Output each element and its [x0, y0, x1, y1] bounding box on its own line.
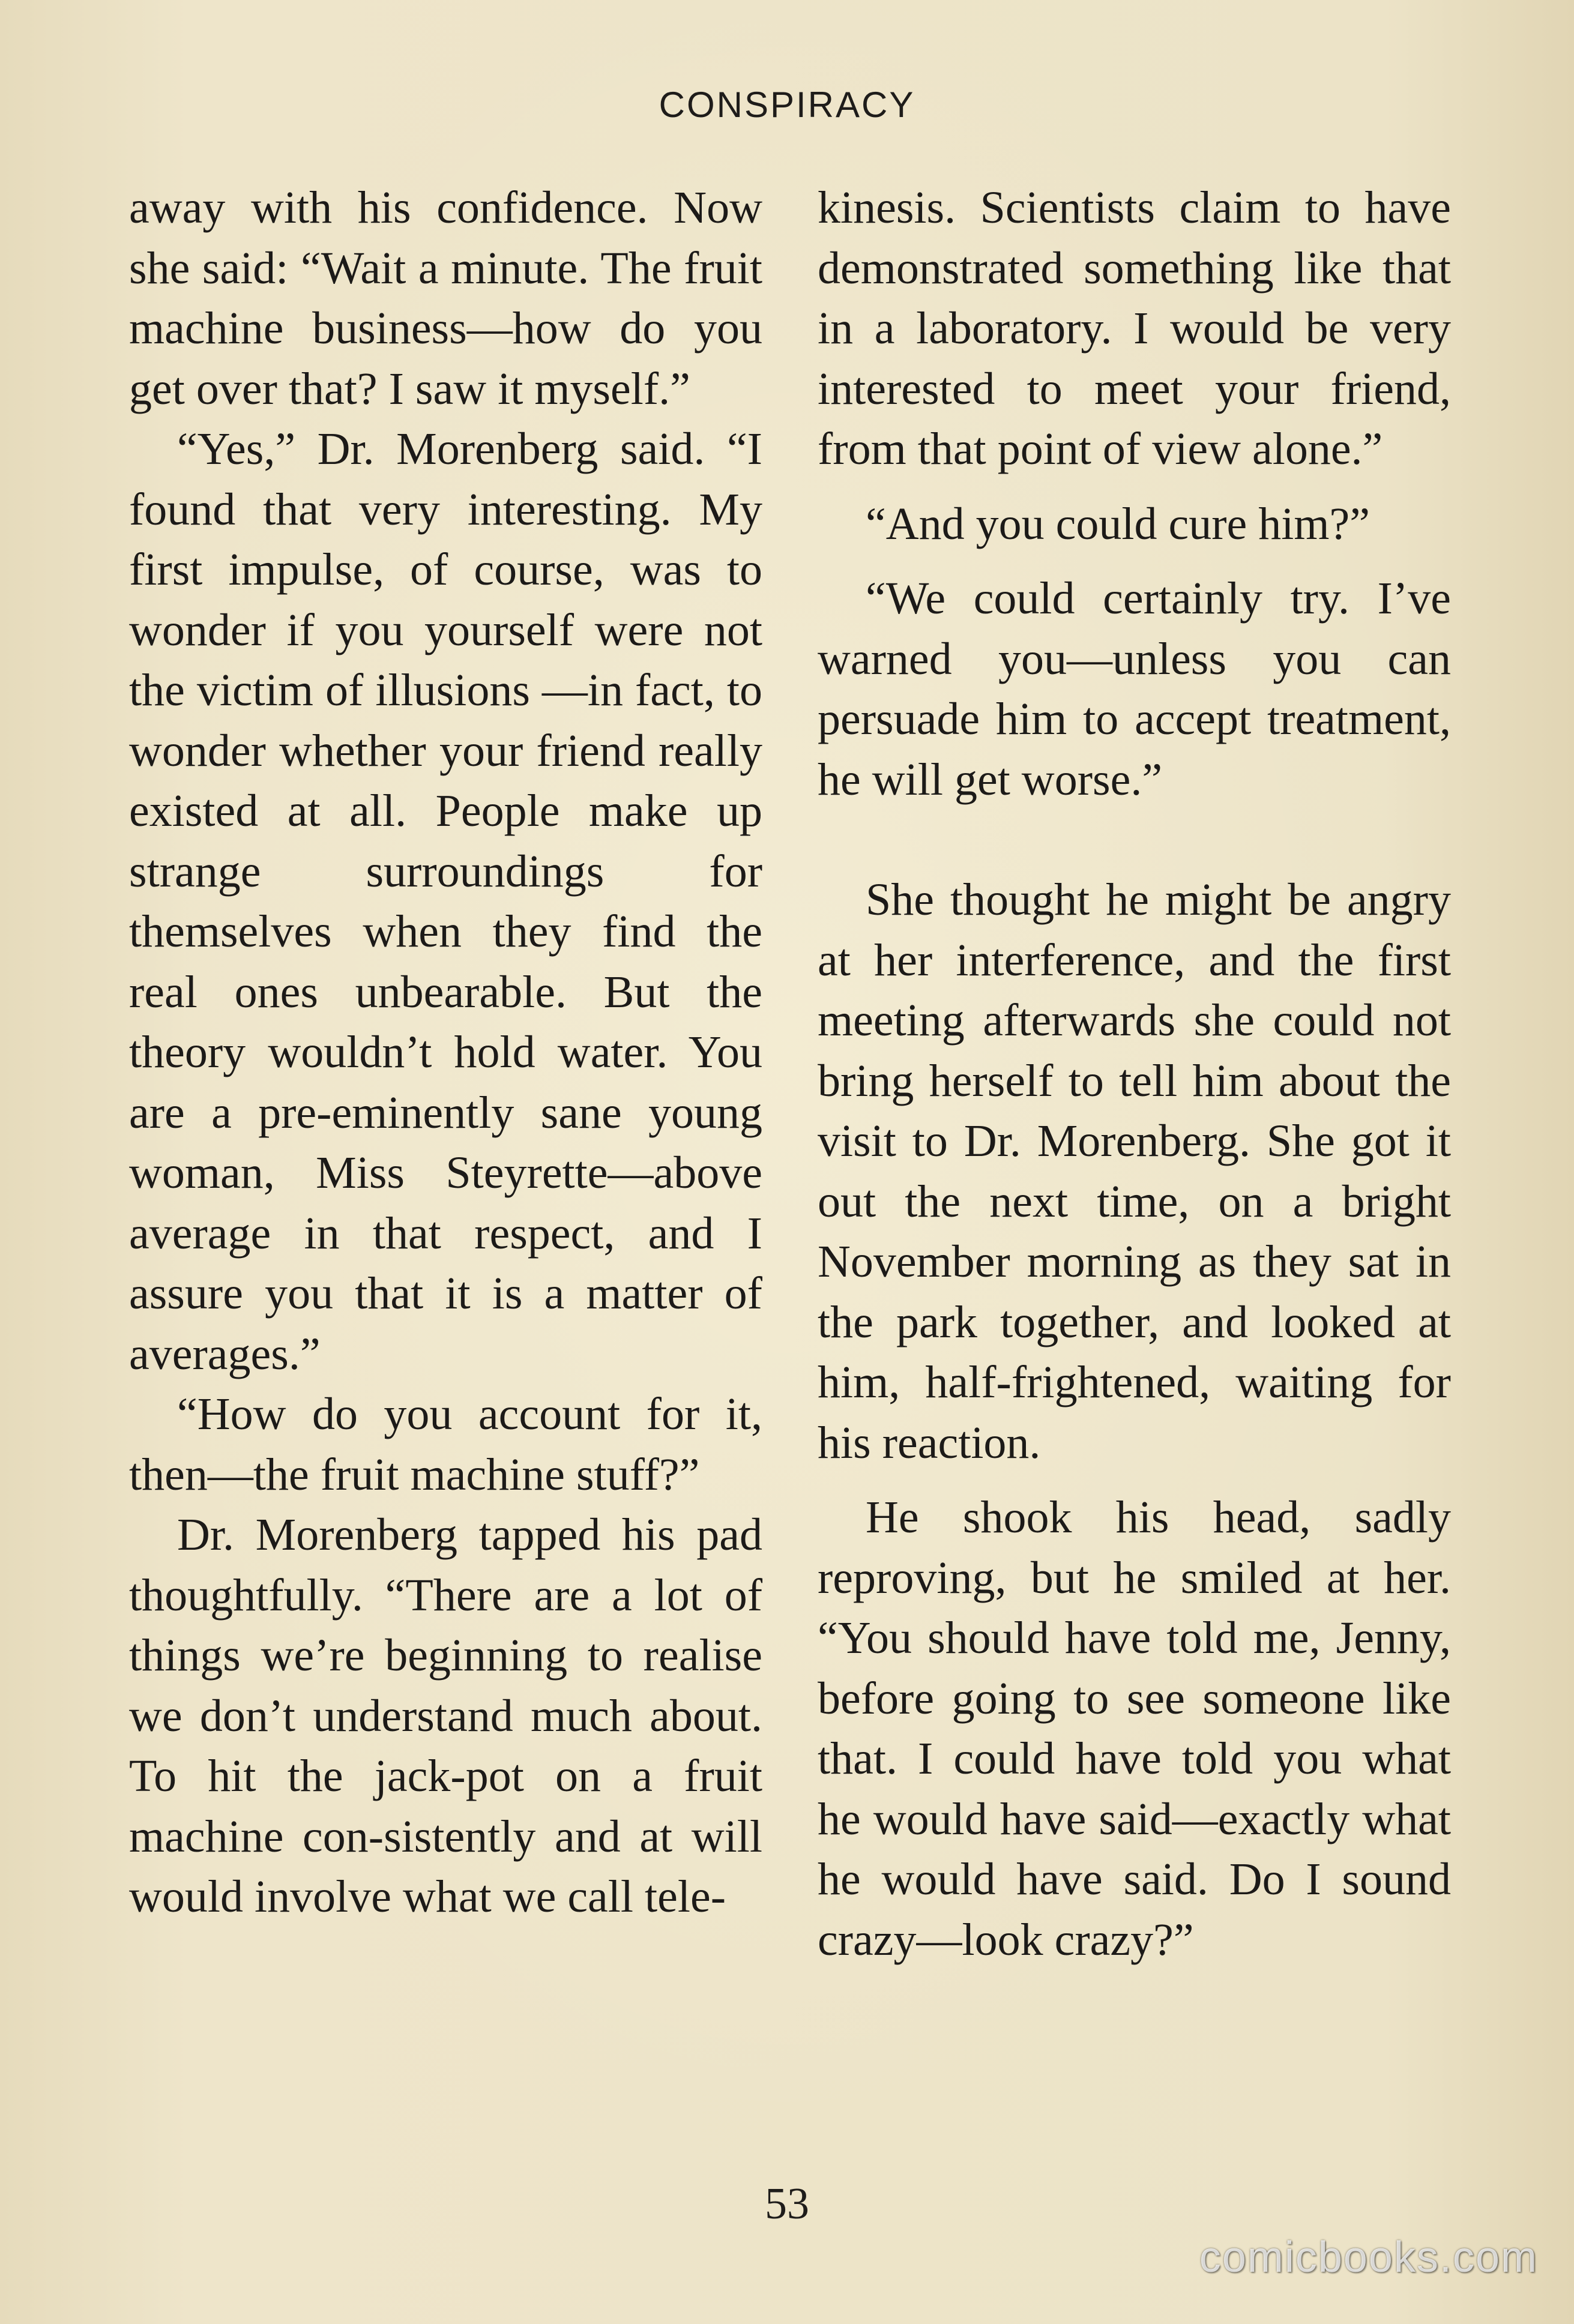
paragraph: “And you could cure him?”	[866, 498, 1370, 549]
watermark: comicbooks.com	[1199, 2233, 1538, 2281]
page-number: 53	[765, 2179, 809, 2229]
paragraph: “Yes,” Dr. Morenberg said. “I found that very interesting. My first impulse, of course, was to wonder if you yourself were not the victim of illusions —in fact, to wonder whether your friend really existed at all. People make up strange surroundings for themselves when they find the real ones unbearable. But the theory wouldn’t hold water. You are a pre-eminently sane young woman, Miss Steyrette—above average in that respect, and I assure you that it is a matter of averages.”	[129, 424, 762, 1379]
paragraph: Dr. Morenberg tapped his pad thoughtfully. “There are a lot of things we’re beginning to realise we don’t understand much about. To hit the jack-pot on a fruit machine con-sistently and at will would involve what we call tele-	[129, 1510, 762, 1922]
paragraph: “We could certainly try. I’ve warned you—unless you can persuade him to accept treatment, he will get worse.”	[818, 573, 1451, 805]
left-column	[129, 178, 762, 1927]
right-column	[818, 178, 1451, 1970]
paragraph: kinesis. Scientists claim to have demonstrated something like that in a laboratory. I would be very interested to meet your friend, from that point of view alone.”	[818, 182, 1451, 474]
running-head: CONSPIRACY	[659, 85, 915, 125]
paragraph: “How do you account for it, then—the fruit machine stuff?”	[129, 1389, 762, 1500]
paragraph: away with his confidence. Now she said: “Wait a minute. The fruit machine business—how do you get over that? I saw it myself.”	[129, 182, 762, 414]
paragraph: She thought he might be angry at her interference, and the first meeting afterwards she could not bring herself to tell him about the visit to Dr. Morenberg. She got it out the next time, on a bright November morning as they sat in the park together, and looked at him, half-frightened, waiting for his reaction.	[818, 875, 1451, 1468]
paragraph: He shook his head, sadly reproving, but he smiled at her. “You should have told me, Jenny, before going to see someone like that. I could have told you what he would have said—exactly what he would have said. Do I sound crazy—look crazy?”	[818, 1492, 1451, 1965]
